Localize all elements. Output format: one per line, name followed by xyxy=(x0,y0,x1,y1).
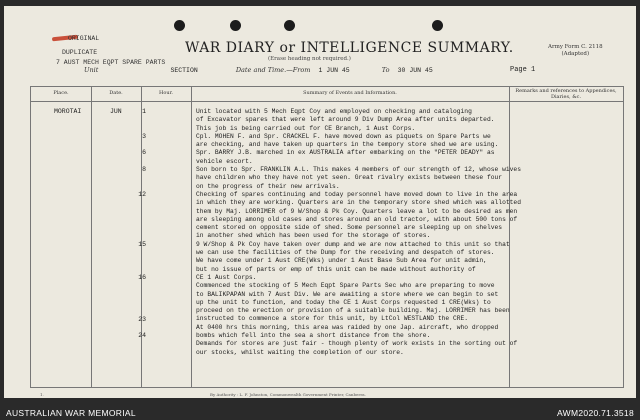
date-entry: 6 xyxy=(142,149,146,156)
section-label: SECTION xyxy=(170,67,198,74)
printer-credit: By Authority : L. F. Johnston, Commonwealth Government Printer, Canberra. xyxy=(210,392,366,397)
summary-text xyxy=(196,108,616,357)
column-header-summary: Summary of Events and Information. xyxy=(303,90,397,96)
column-header-remarks: Remarks and references to Appendices, Diaries, &c. xyxy=(515,88,617,100)
column-header-date: Date. xyxy=(109,90,123,96)
summary-line: in another shed which has been used for the storage of stores. xyxy=(196,232,431,240)
summary-line: are sleeping among old cases and stores around an old tractor, with about 500 tons of xyxy=(196,215,518,223)
date-entry: 24 xyxy=(138,332,146,339)
summary-line: we can use the facilities of the Dump for the receiving and despatch of stores. xyxy=(196,249,495,257)
header-row-divider xyxy=(31,101,623,102)
archive-caption: AUSTRALIAN WAR MEMORIAL xyxy=(6,408,136,418)
summary-line: 9 W/Shop & Pk Coy have taken over dump and we are now attached to this unit so that xyxy=(196,240,510,248)
date-entry: 12 xyxy=(138,191,146,198)
summary-line: At 0400 hrs this morning, this area was raided by one Jap. aircraft, who dropped xyxy=(196,323,499,331)
summary-line: This job is being carried out for CE Branch, 1 Aust Corps. xyxy=(196,124,416,132)
date-entry: 23 xyxy=(138,316,146,323)
summary-line: of Excavator spares that were left around 9 Div Dump Area after units departed. xyxy=(196,116,495,124)
summary-line: our stocks, whilst waiting the completion of our store. xyxy=(196,348,404,356)
date-entry: 1 xyxy=(142,108,146,115)
punch-hole xyxy=(174,20,185,31)
date-entry: 8 xyxy=(142,166,146,173)
summary-line: vehicle escort. xyxy=(196,157,253,165)
summary-line: bombs which fell into the sea a short distance from the shore. xyxy=(196,332,431,340)
unit-date-line xyxy=(84,66,433,74)
army-form-number: Army Form C. 2118 xyxy=(548,44,603,50)
unit-name: 7 AUST MECH EQPT SPARE PARTS xyxy=(56,59,166,66)
summary-line: Checking of spares continuing and today personnel have moved down to live in the area xyxy=(196,190,518,198)
punch-hole xyxy=(230,20,241,31)
to-date: 30 JUN 45 xyxy=(397,67,433,74)
summary-line: up the unit to function, and today the CE 1 Aust Corps requested 1 CRE(Wks) to xyxy=(196,298,491,306)
original-label: ORIGINAL xyxy=(68,35,100,42)
archive-reference: AWM2020.71.3518 xyxy=(557,408,634,418)
summary-line: them by Maj. LORRIMER of 9 W/Shop & Pk Coy. Quarters leave a lot to be desired as men xyxy=(196,207,518,215)
column-divider xyxy=(141,87,142,387)
summary-line: Spr. BARRY J.B. marched in ex AUSTRALIA after embarking on the "PETER DEADY" as xyxy=(196,149,495,157)
punch-hole xyxy=(284,20,295,31)
footer-number: 1. xyxy=(40,392,44,397)
army-form-label xyxy=(548,44,603,58)
summary-line: to BALIKPAPAN with 7 Aust Div. We are awaiting a store where we can begin to set xyxy=(196,290,499,298)
date-time-label: Date and Time.—From xyxy=(235,66,311,74)
summary-line: Son born to Spr. FRANKLIN A.L. This makes 4 members of our strength of 12, whose wives xyxy=(196,166,521,174)
month-value: JUN xyxy=(110,108,122,115)
to-label: To xyxy=(381,66,390,74)
header-left xyxy=(56,34,165,68)
page-subtitle: (Erase heading not required.) xyxy=(268,56,351,62)
date-entry: 3 xyxy=(142,133,146,140)
summary-line: We have come under 1 Aust CRE(Wks) under 1 Aust Base Sub Area for unit admin, xyxy=(196,257,487,265)
place-value: MOROTAI xyxy=(54,108,82,115)
column-divider xyxy=(91,87,92,387)
from-date: 1 JUN 45 xyxy=(318,67,350,74)
summary-line: CE 1 Aust Corps. xyxy=(196,273,257,281)
column-header-place: Place. xyxy=(53,90,69,96)
summary-line: instructed to commence a store for this unit, by LtCol WESTLAND the CRE. xyxy=(196,315,469,323)
summary-line: on the progress of their new arrivals. xyxy=(196,182,340,190)
date-entry: 15 xyxy=(138,241,146,248)
page-title: WAR DIARY or INTELLIGENCE SUMMARY. xyxy=(185,40,514,56)
summary-line: in which they are working. Quarters are in the temporary store shed which was allotted xyxy=(196,199,521,207)
summary-line: Commenced the stocking of 5 Mech Eqpt Spare Parts Sec who are preparing to move xyxy=(196,282,495,290)
summary-line: Demands for stores are just fair - though plenty of work exists in the sorting out of xyxy=(196,340,518,348)
date-entry: 16 xyxy=(138,274,146,281)
summary-line: but no issue of parts or emp of this unit can be made without authority of xyxy=(196,265,476,273)
summary-line: are checking, and have taken up quarters in the tempory store shed we are using. xyxy=(196,141,499,149)
army-form-note: (Adapted) xyxy=(561,51,590,57)
duplicate-label: DUPLICATE xyxy=(62,49,98,56)
page-number: Page 1 xyxy=(510,66,536,74)
punch-hole xyxy=(432,20,443,31)
summary-line: proceed on the erection or provision of a suitable building. Maj. LORRIMER has been xyxy=(196,307,510,315)
summary-line: have children who they have not yet seen. Great rivalry exists between these four xyxy=(196,174,503,182)
unit-label: Unit xyxy=(84,66,99,74)
summary-line: Cpl. MOHEN F. and Spr. CRACKEL F. have moved down as piquets on Spare Parts we xyxy=(196,132,491,140)
summary-line: cement stored on opposite side of shed. Some personnel are sleeping up on shelves xyxy=(196,224,503,232)
column-header-hour: Hour. xyxy=(158,90,174,96)
column-divider xyxy=(191,87,192,387)
summary-line: Unit located with 5 Mech Eqpt Coy and employed on checking and cataloging xyxy=(196,108,472,115)
